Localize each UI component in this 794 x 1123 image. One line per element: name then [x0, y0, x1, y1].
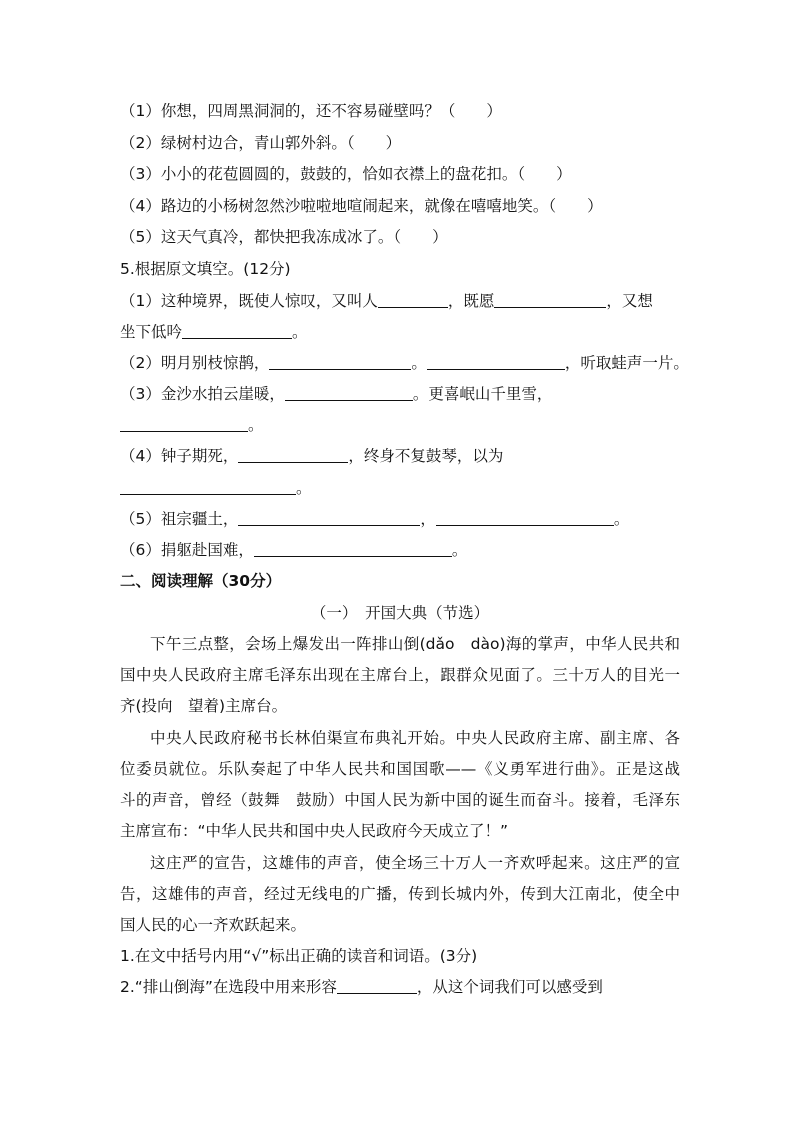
punct: 。 [451, 541, 468, 559]
q5-line-6 [120, 540, 680, 560]
fill-blank[interactable] [494, 292, 606, 308]
q5-line-3 [120, 384, 680, 404]
q5-3-text-a: （3）金沙水拍云崖暖， [120, 385, 285, 403]
punct: 。 [248, 416, 264, 434]
question-2-text-a: 2.“排山倒海”在选段中用来形容 [120, 978, 337, 996]
punct: 。 [613, 510, 630, 528]
q5-line-3-cont [120, 415, 680, 435]
q5-5-text-a: （5）祖宗疆土， [120, 510, 239, 528]
punct: ， [420, 510, 436, 528]
section-title: 二、阅读理解（30分） [120, 572, 282, 590]
fill-blank[interactable] [427, 354, 565, 370]
q4-item-2: （2）绿树村边合，青山郭外斜。（ ） [120, 134, 402, 152]
fill-blank[interactable] [238, 510, 420, 526]
question-1: 1.在文中括号内用“√”标出正确的读音和词语。(3分) [120, 947, 478, 965]
punct: 。 [296, 479, 312, 497]
punct: 。 [411, 354, 427, 372]
q5-line-5 [120, 509, 680, 529]
fill-blank[interactable] [120, 416, 248, 432]
passage-line: 中央人民政府秘书长林伯渠宣布典礼开始。中央人民政府主席、副主席、各 [150, 729, 680, 747]
q5-1-text-d: 坐下低吟 [120, 323, 183, 341]
q5-2-text-b: ，听取蛙声一片。 [564, 354, 689, 372]
q5-3-text-b: 。更喜岷山千里雪， [412, 385, 553, 403]
passage-line: 齐(投向 望着)主席台。 [120, 697, 288, 715]
passage-line: 国人民的心一齐欢跃起来。 [120, 916, 307, 934]
q5-4-text-a: （4）钟子期死， [120, 447, 239, 465]
passage-line: 国中央人民政府主席毛泽东出现在主席台上，跟群众见面了。三十万人的目光一 [120, 666, 680, 684]
fill-blank[interactable] [269, 354, 411, 370]
passage-title: （一） 开国大典（节选） [310, 604, 490, 622]
q4-item-5: （5）这天气真冷，都快把我冻成冰了。（ ） [120, 228, 448, 246]
q5-6-text-a: （6）捐躯赴国难， [120, 541, 254, 559]
q5-line-1-cont [120, 322, 680, 342]
passage-line: 告，这雄伟的声音，经过无线电的广播，传到长城内外，传到大江南北，使全中 [120, 885, 680, 903]
punct: 。 [292, 323, 308, 341]
fill-blank[interactable] [378, 292, 448, 308]
q4-item-3: （3）小小的花苞圆圆的，鼓鼓的，恰如衣襟上的盘花扣。（ ） [120, 165, 572, 183]
q5-line-1 [120, 291, 680, 311]
question-2 [120, 977, 680, 997]
fill-blank[interactable] [120, 479, 296, 495]
fill-blank[interactable] [285, 385, 413, 401]
fill-blank[interactable] [254, 541, 452, 557]
passage-line: 下午三点整，会场上爆发出一阵排山倒(dǎo dào)海的掌声，中华人民共和 [150, 635, 680, 653]
fill-blank[interactable] [182, 323, 292, 339]
q5-line-4 [120, 446, 680, 466]
q5-line-4-cont [120, 478, 680, 498]
q5-title: 5.根据原文填空。(12分) [120, 260, 291, 278]
fill-blank[interactable] [238, 447, 348, 463]
q5-1-text-c: ，又想 [606, 292, 653, 310]
q5-line-2 [120, 353, 689, 373]
passage-line: 主席宣布：“中华人民共和国中央人民政府今天成立了！” [120, 822, 509, 840]
fill-blank[interactable] [436, 510, 614, 526]
passage-line: 位委员就位。乐队奏起了中华人民共和国国歌——《义勇军进行曲》。正是这战 [120, 760, 680, 778]
question-2-text-b: ，从这个词我们可以感受到 [416, 978, 603, 996]
q5-1-text-b: ，既愿 [447, 292, 495, 310]
q5-4-text-b: ，终身不复鼓琴，以为 [348, 447, 504, 465]
fill-blank[interactable] [337, 978, 417, 994]
q4-item-4: （4）路边的小杨树忽然沙啦啦地喧闹起来，就像在嘻嘻地笑。（ ） [120, 197, 603, 215]
q4-item-1: （1）你想，四周黑洞洞的，还不容易碰壁吗？（ ） [120, 102, 502, 120]
q5-2-text-a: （2）明月别枝惊鹊， [120, 354, 270, 372]
passage-line: 斗的声音，曾经（鼓舞 鼓励）中国人民为新中国的诞生而奋斗。接着，毛泽东 [120, 791, 680, 809]
q5-1-text-a: （1）这种境界，既使人惊叹，又叫人 [120, 292, 378, 310]
passage-line: 这庄严的宣告，这雄伟的声音，使全场三十万人一齐欢呼起来。这庄严的宣 [150, 854, 680, 872]
